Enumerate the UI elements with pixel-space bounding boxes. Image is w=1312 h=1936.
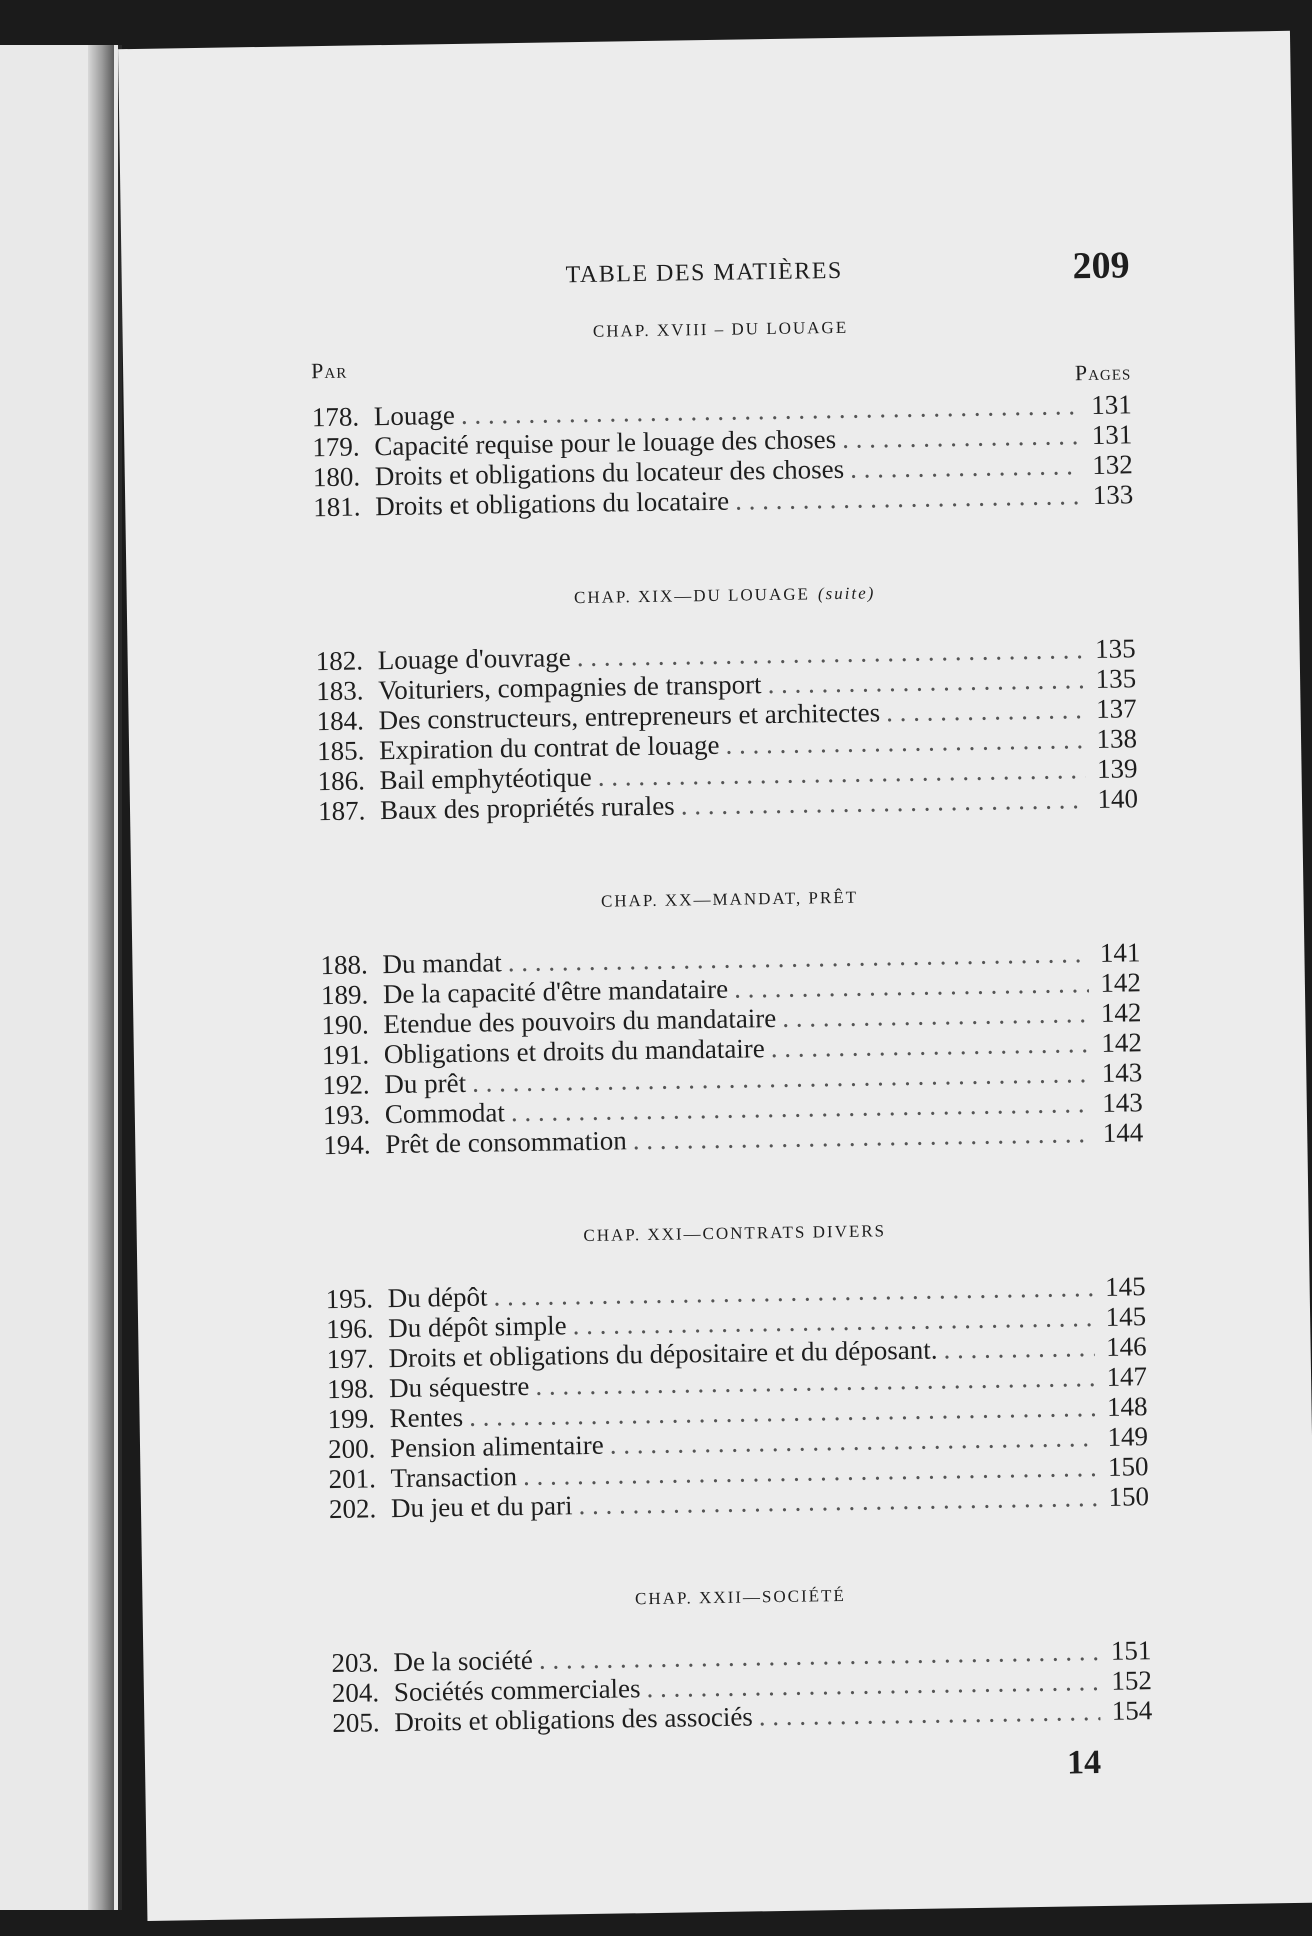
chapter-section xyxy=(310,313,1133,522)
entry-number: 190. xyxy=(321,1009,369,1041)
entry-page: 133 xyxy=(1092,479,1134,510)
entry-page: 141 xyxy=(1099,937,1141,968)
entry-title: De la capacité d'être mandataire xyxy=(382,973,729,1010)
entry-title: Du dépôt xyxy=(387,1281,488,1314)
entry-number: 193. xyxy=(322,1099,371,1131)
entry-page: 145 xyxy=(1105,1301,1147,1332)
dot-leader xyxy=(735,480,1082,515)
entry-page: 139 xyxy=(1096,753,1138,784)
entry-page: 148 xyxy=(1106,1391,1148,1422)
entry-title: Du séquestre xyxy=(388,1370,530,1404)
entry-number: 205. xyxy=(332,1707,380,1739)
page-number: 209 xyxy=(1072,244,1130,288)
entry-page: 150 xyxy=(1107,1451,1149,1482)
entry-number: 181. xyxy=(313,491,361,523)
entry-title: Louage d'ouvrage xyxy=(377,642,571,676)
dot-leader xyxy=(886,694,1085,727)
entry-page: 145 xyxy=(1104,1271,1146,1302)
chapter-section xyxy=(314,509,1139,826)
entry-title: Obligations et droits du mandataire xyxy=(383,1033,766,1070)
chapter-heading xyxy=(310,313,1130,346)
entry-page: 131 xyxy=(1091,419,1133,450)
entry-page: 135 xyxy=(1095,663,1137,694)
entry-title: Droits et obligations des associés xyxy=(394,1701,754,1738)
entry-title: Sociétés commerciales xyxy=(393,1673,641,1708)
entry-number: 188. xyxy=(320,949,368,981)
entry-page: 131 xyxy=(1091,389,1133,420)
running-head xyxy=(309,213,1130,289)
entry-number: 186. xyxy=(317,765,366,797)
dot-leader xyxy=(767,664,1084,699)
entry-page: 135 xyxy=(1094,633,1136,664)
entry-number: 180. xyxy=(312,461,361,493)
chapter-heading-text: CHAP. XX—MANDAT, PRÊT xyxy=(600,887,859,911)
entry-title: Du dépôt simple xyxy=(387,1310,567,1344)
dot-leader xyxy=(842,420,1081,454)
entry-list xyxy=(320,937,1143,1160)
book-page xyxy=(118,31,1312,1921)
dot-leader xyxy=(759,1696,1101,1731)
entry-number: 202. xyxy=(328,1493,377,1525)
chapter-section xyxy=(329,1511,1152,1738)
column-header-pages: Pages xyxy=(1074,359,1132,386)
entry-title: Etendue des pouvoirs du mandataire xyxy=(383,1002,777,1040)
entry-page: 151 xyxy=(1110,1635,1152,1666)
chapter-heading-text: CHAP. XVIII – DU LOUAGE xyxy=(592,317,849,341)
entry-title: Pension alimentaire xyxy=(389,1429,604,1464)
chapter-heading-text: CHAP. XXI—CONTRATS DIVERS xyxy=(583,1221,887,1246)
running-title: TABLE DES MATIÈRES xyxy=(565,257,843,289)
entry-number: 199. xyxy=(327,1403,376,1435)
entry-title: Bail emphytéotique xyxy=(379,761,592,796)
entry-page: 143 xyxy=(1101,1057,1143,1088)
dot-leader xyxy=(850,450,1081,484)
entry-number: 182. xyxy=(315,645,364,677)
entry-list xyxy=(312,389,1134,522)
entry-number: 200. xyxy=(327,1433,376,1465)
entry-title: De la société xyxy=(393,1644,534,1678)
entry-number: 178. xyxy=(311,401,360,433)
entry-title: Du jeu et du pari xyxy=(390,1490,573,1524)
entry-number: 183. xyxy=(315,675,364,707)
entry-title: Droits et obligations du dépositaire et du déposant. xyxy=(388,1334,938,1374)
entry-page: 142 xyxy=(1100,997,1142,1028)
entry-number: 203. xyxy=(331,1647,379,1679)
entry-title: Droits et obligations du locateur des choses xyxy=(374,453,845,492)
entry-title: Expiration du contrat de louage xyxy=(378,729,720,766)
entry-number: 192. xyxy=(322,1069,370,1101)
entry-list xyxy=(331,1635,1152,1738)
entry-page: 137 xyxy=(1095,693,1137,724)
table-of-contents xyxy=(309,213,1154,1794)
entry-number: 185. xyxy=(316,735,365,767)
entry-page: 152 xyxy=(1111,1665,1153,1696)
entry-title: Prêt de consommation xyxy=(385,1125,627,1160)
entry-page: 146 xyxy=(1105,1331,1147,1362)
entry-page: 150 xyxy=(1108,1481,1150,1512)
entry-title: Louage xyxy=(373,399,456,432)
entry-page: 132 xyxy=(1091,449,1133,480)
chapter-section xyxy=(318,813,1143,1160)
entry-title: Des constructeurs, entrepreneurs et architectes xyxy=(378,697,881,736)
entry-list xyxy=(325,1271,1149,1524)
entry-page: 149 xyxy=(1107,1421,1149,1452)
entry-title: Droits et obligations du locataire xyxy=(375,485,730,522)
entry-title: Rentes xyxy=(389,1401,464,1434)
entry-number: 195. xyxy=(325,1283,374,1315)
entry-number: 194. xyxy=(323,1129,371,1161)
chapter-heading-text: CHAP. XXII—SOCIÉTÉ xyxy=(634,1585,846,1609)
entry-list xyxy=(315,633,1138,826)
book-spine xyxy=(88,45,114,1910)
entry-number: 179. xyxy=(312,431,360,463)
entry-page: 140 xyxy=(1097,783,1139,814)
entry-number: 184. xyxy=(316,705,365,737)
entry-page: 142 xyxy=(1101,1027,1143,1058)
entry-title: Du mandat xyxy=(382,947,502,980)
entry-number: 187. xyxy=(317,795,366,827)
entry-number: 196. xyxy=(325,1313,374,1345)
entry-number: 197. xyxy=(326,1343,375,1375)
entry-page: 147 xyxy=(1106,1361,1148,1392)
entry-number: 189. xyxy=(320,979,369,1011)
dot-leader xyxy=(680,784,1086,820)
entry-page: 142 xyxy=(1100,967,1142,998)
entry-number: 198. xyxy=(326,1373,375,1405)
chapter-heading-suffix: (suite) xyxy=(817,583,876,604)
chapter-section xyxy=(324,1147,1150,1524)
entry-page: 138 xyxy=(1096,723,1138,754)
entry-title: Du prêt xyxy=(384,1067,467,1100)
chapter-list xyxy=(310,313,1152,1738)
dot-leader xyxy=(782,998,1090,1033)
entry-title: Transaction xyxy=(390,1461,518,1494)
entry-number: 191. xyxy=(321,1039,370,1071)
dot-leader xyxy=(943,1332,1095,1364)
entry-title: Baux des propriétés rurales xyxy=(379,790,675,826)
entry-title: Capacité requise pour le louage des choses xyxy=(374,423,837,462)
entry-page: 154 xyxy=(1111,1695,1153,1726)
entry-page: 144 xyxy=(1102,1117,1144,1148)
entry-title: Voituriers, compagnies de transport xyxy=(377,669,762,706)
entry-number: 204. xyxy=(331,1677,380,1709)
column-header-par: Par xyxy=(310,357,348,384)
entry-page: 143 xyxy=(1102,1087,1143,1118)
signature-mark: 14 xyxy=(1066,1743,1102,1782)
entry-title: Commodat xyxy=(384,1097,506,1130)
chapter-heading-text: CHAP. XIX—DU LOUAGE xyxy=(573,584,811,608)
entry-number: 201. xyxy=(328,1463,377,1495)
